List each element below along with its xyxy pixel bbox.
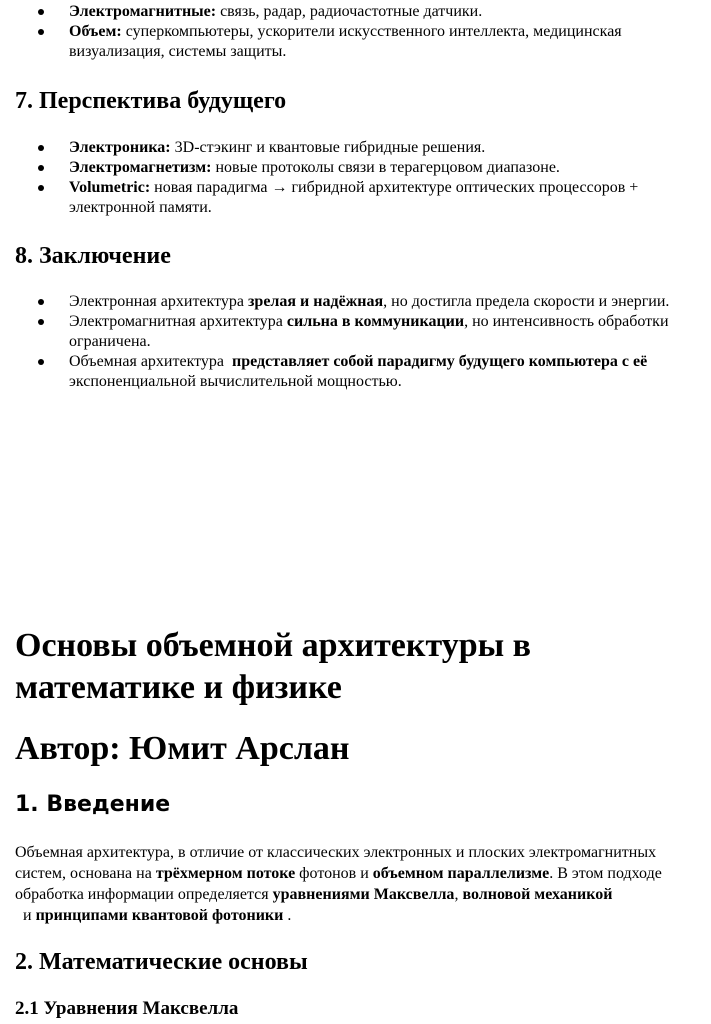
future-list — [0, 138, 711, 218]
author-heading: Автор: Юмит Арслан — [15, 730, 350, 767]
document-title: Основы объемной архитектуры в математике и физике — [15, 627, 532, 706]
list-item: Электронная архитектура зрелая и надёжная, но достигла предела скорости и энергии. — [0, 292, 711, 312]
list-item: Объемная архитектура представляет собой парадигму будущего компьютера с её экспоненциальной вычислительной мощностью. — [0, 352, 711, 392]
intro-paragraph: Объемная архитектура, в отличие от классических электронных и плоских электромагнитных систем, основана на трёхмерном потоке фотонов и объемном параллелизме. В этом подходе обработка информации определяется уравнениями Максвелла, волновой механикой и принципами квантовой фотоники . — [15, 844, 662, 924]
section-heading-math: 2. Математические основы — [15, 949, 308, 975]
list-item: Электромагнитные: связь, радар, радиочастотные датчики. — [0, 2, 711, 22]
list-item: Электроника: 3D-стэкинг и квантовые гибридные решения. — [0, 138, 711, 158]
list-item: Электромагнетизм: новые протоколы связи в терагерцовом диапазоне. — [0, 158, 711, 178]
section-heading-intro: 1. Введение — [15, 792, 171, 817]
application-list — [0, 2, 711, 62]
subsection-heading-maxwell: 2.1 Уравнения Максвелла — [15, 998, 239, 1019]
list-item: Электромагнитная архитектура сильна в коммуникации, но интенсивность обработки ограничена. — [0, 312, 711, 352]
section-heading-conclusion: 8. Заключение — [15, 243, 171, 269]
section-heading-future: 7. Перспектива будущего — [15, 88, 287, 114]
list-item: Volumetric: новая парадигма → гибридной архитектуре оптических процессоров + электронной памяти. — [0, 178, 711, 218]
conclusion-list — [0, 292, 711, 392]
list-item: Объем: суперкомпьютеры, ускорители искусственного интеллекта, медицинская визуализация, системы защиты. — [0, 22, 711, 62]
